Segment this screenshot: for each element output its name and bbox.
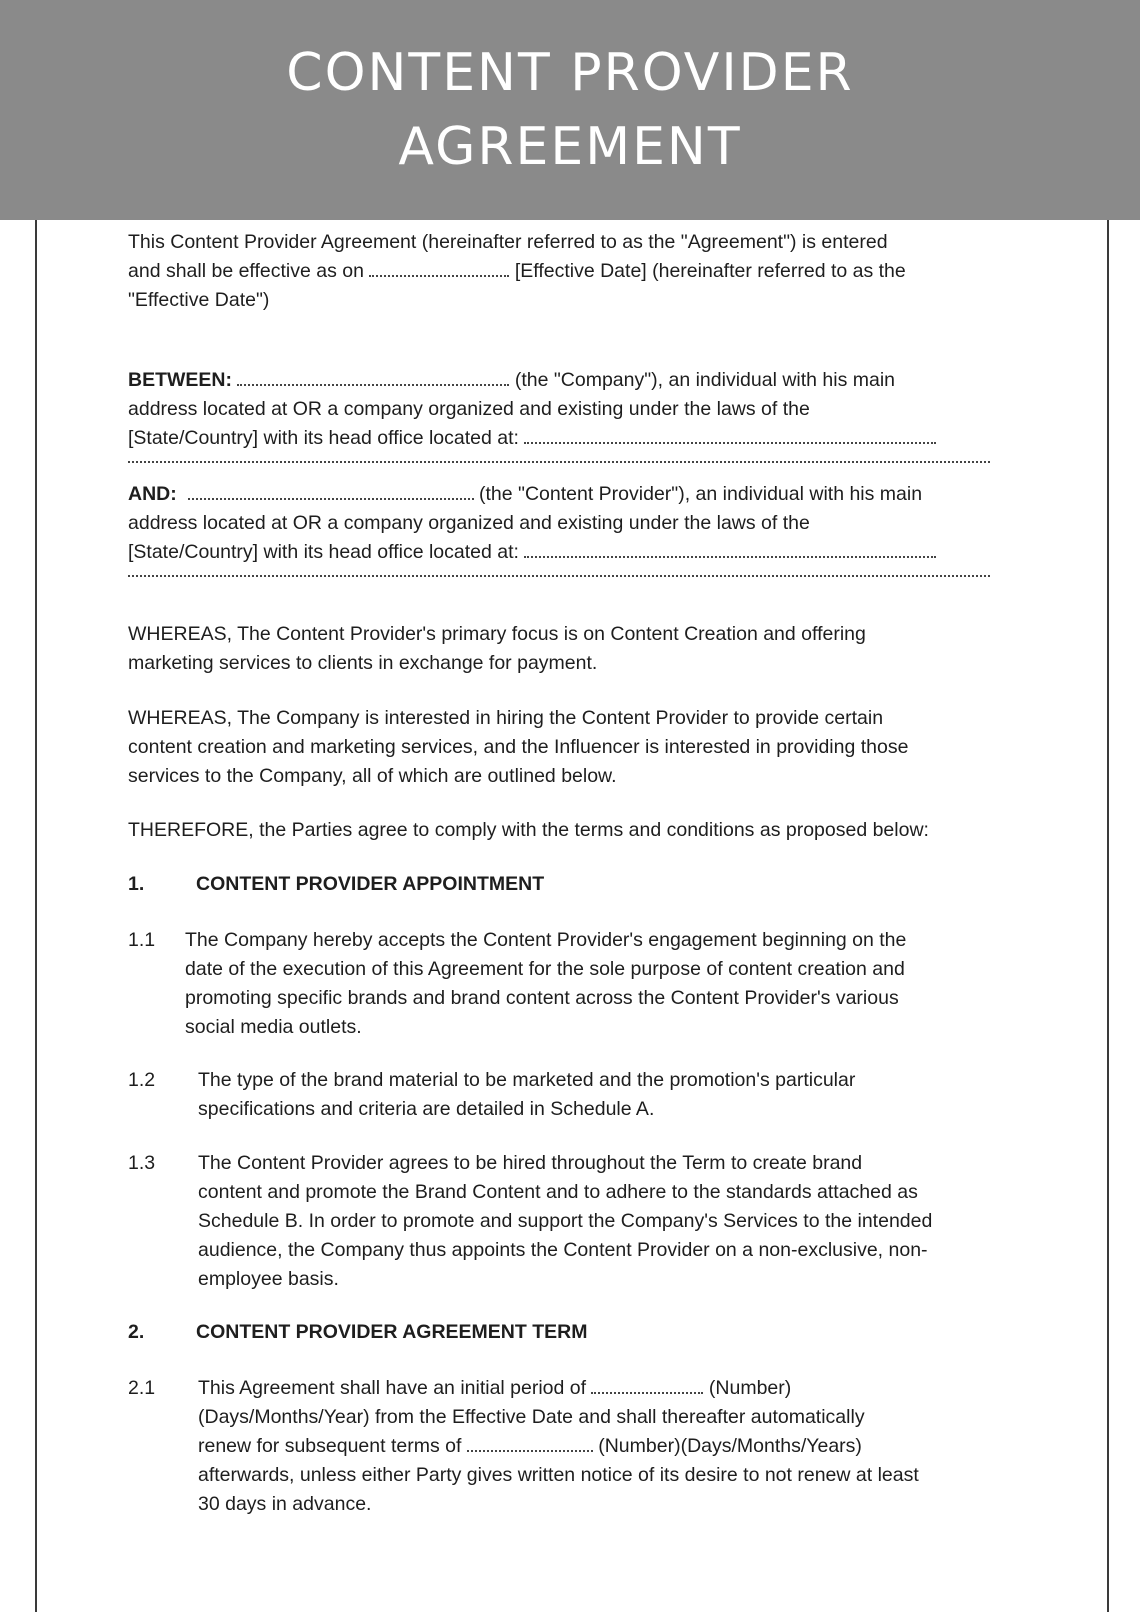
clause-1-3-line-3: Schedule B. In order to promote and support the Company's Services to the intended bbox=[198, 1210, 933, 1232]
clause-1-3-text bbox=[198, 1149, 1018, 1294]
clause-1-2-number: 1.2 bbox=[128, 1069, 156, 1091]
and-line-1 bbox=[128, 480, 1018, 509]
section-2-title: CONTENT PROVIDER AGREEMENT TERM bbox=[196, 1321, 588, 1343]
clause-1-1-line-1: The Company hereby accepts the Content Provider's engagement beginning on the bbox=[185, 929, 907, 951]
clause-1-1-text bbox=[185, 926, 1015, 1042]
whereas-paragraph-1 bbox=[128, 620, 1018, 678]
between-line-3 bbox=[128, 424, 1018, 453]
intro-text-c: [Effective Date] (hereinafter referred to as the bbox=[514, 260, 906, 282]
between-label: BETWEEN: bbox=[128, 369, 232, 391]
whereas1-line-1: WHEREAS, The Content Provider's primary focus is on Content Creation and offering bbox=[128, 623, 866, 645]
title-banner bbox=[0, 0, 1140, 220]
initial-period-blank[interactable] bbox=[591, 1380, 703, 1394]
company-address-blank[interactable] bbox=[524, 430, 936, 444]
clause-2-1 bbox=[128, 1374, 1018, 1519]
clause-1-3 bbox=[128, 1149, 1018, 1294]
clause-1-3-line-1: The Content Provider agrees to be hired throughout the Term to create brand bbox=[198, 1152, 863, 1174]
clause-1-2 bbox=[128, 1066, 1018, 1124]
clause-1-3-line-4: audience, the Company thus appoints the Content Provider on a non-exclusive, non- bbox=[198, 1239, 928, 1261]
section-2-heading bbox=[128, 1318, 1018, 1347]
clause-2-1-text bbox=[198, 1374, 1018, 1519]
page-border-right bbox=[1107, 220, 1109, 1612]
clause-1-1-line-2: date of the execution of this Agreement for the sole purpose of content creation and bbox=[185, 958, 905, 980]
clause-2-1-line1-b: (Number) bbox=[708, 1377, 792, 1399]
whereas-paragraph-2 bbox=[128, 704, 1018, 791]
clause-2-1-line-1 bbox=[198, 1374, 1018, 1403]
intro-line-2 bbox=[128, 257, 1018, 286]
clause-2-1-line3-a: renew for subsequent terms of bbox=[198, 1435, 462, 1457]
whereas2-line-1: WHEREAS, The Company is interested in hiring the Content Provider to provide certain bbox=[128, 707, 884, 729]
clause-1-2-line-1: The type of the brand material to be marketed and the promotion's particular bbox=[198, 1069, 856, 1091]
clause-1-3-line-5: employee basis. bbox=[198, 1268, 339, 1290]
clause-2-1-number: 2.1 bbox=[128, 1377, 156, 1399]
provider-address-blank[interactable] bbox=[524, 544, 936, 558]
clause-2-1-line-3 bbox=[198, 1432, 1018, 1461]
and-paragraph bbox=[128, 480, 1018, 577]
company-address-blank-line2[interactable] bbox=[128, 453, 990, 463]
intro-line-1: This Content Provider Agreement (hereinafter referred to as the "Agreement") is entered bbox=[128, 231, 888, 253]
therefore-text: THEREFORE, the Parties agree to comply with the terms and conditions as proposed below: bbox=[128, 819, 929, 841]
company-name-blank[interactable] bbox=[237, 372, 509, 386]
whereas1-line-2: marketing services to clients in exchange for payment. bbox=[128, 652, 598, 674]
clause-1-1-line-4: social media outlets. bbox=[185, 1016, 362, 1038]
clause-1-2-text bbox=[198, 1066, 1018, 1124]
clause-1-2-line-2: specifications and criteria are detailed in Schedule A. bbox=[198, 1098, 655, 1120]
page-border-left bbox=[35, 220, 37, 1612]
between-line3-text: [State/Country] with its head office located at: bbox=[128, 427, 519, 449]
clause-2-1-line-4: afterwards, unless either Party gives written notice of its desire to not renew at least bbox=[198, 1464, 919, 1486]
and-line-3 bbox=[128, 538, 1018, 567]
between-line1-rest: (the "Company"), an individual with his main bbox=[514, 369, 896, 391]
section-1-title: CONTENT PROVIDER APPOINTMENT bbox=[196, 873, 545, 895]
whereas2-line-3: services to the Company, all of which are outlined below. bbox=[128, 765, 617, 787]
intro-paragraph bbox=[128, 228, 1018, 315]
intro-text-b: and shall be effective as on bbox=[128, 260, 364, 282]
effective-date-blank[interactable] bbox=[369, 263, 509, 277]
intro-line-3: "Effective Date") bbox=[128, 289, 270, 311]
and-line1-rest: (the "Content Provider"), an individual with his main bbox=[479, 483, 923, 505]
section-2-number: 2. bbox=[128, 1321, 145, 1343]
clause-1-3-number: 1.3 bbox=[128, 1152, 156, 1174]
therefore-paragraph bbox=[128, 816, 1018, 845]
and-label: AND: bbox=[128, 483, 177, 505]
section-1-number: 1. bbox=[128, 873, 145, 895]
between-line-1 bbox=[128, 366, 1018, 395]
banner-title-line2: AGREEMENT bbox=[398, 117, 742, 177]
section-1-heading bbox=[128, 870, 1018, 899]
whereas2-line-2: content creation and marketing services, and the Influencer is interested in providing those bbox=[128, 736, 909, 758]
and-line-2: address located at OR a company organized and existing under the laws of the bbox=[128, 512, 810, 534]
clause-1-3-line-2: content and promote the Brand Content and to adhere to the standards attached as bbox=[198, 1181, 918, 1203]
clause-2-1-line1-a: This Agreement shall have an initial period of bbox=[198, 1377, 587, 1399]
clause-1-1 bbox=[128, 926, 1018, 1042]
clause-1-1-number: 1.1 bbox=[128, 929, 156, 951]
clause-2-1-line3-b: (Number)(Days/Months/Years) bbox=[598, 1435, 862, 1457]
and-line3-text: [State/Country] with its head office located at: bbox=[128, 541, 519, 563]
banner-title-line1: CONTENT PROVIDER bbox=[286, 43, 854, 103]
renewal-term-blank[interactable] bbox=[467, 1438, 593, 1452]
provider-name-blank[interactable] bbox=[188, 486, 474, 500]
clause-2-1-line-2: (Days/Months/Year) from the Effective Date and shall thereafter automatically bbox=[198, 1406, 865, 1428]
between-paragraph bbox=[128, 366, 1018, 463]
clause-1-1-line-3: promoting specific brands and brand content across the Content Provider's various bbox=[185, 987, 899, 1009]
between-line-2: address located at OR a company organized and existing under the laws of the bbox=[128, 398, 810, 420]
clause-2-1-line-5: 30 days in advance. bbox=[198, 1493, 372, 1515]
provider-address-blank-line2[interactable] bbox=[128, 567, 990, 577]
